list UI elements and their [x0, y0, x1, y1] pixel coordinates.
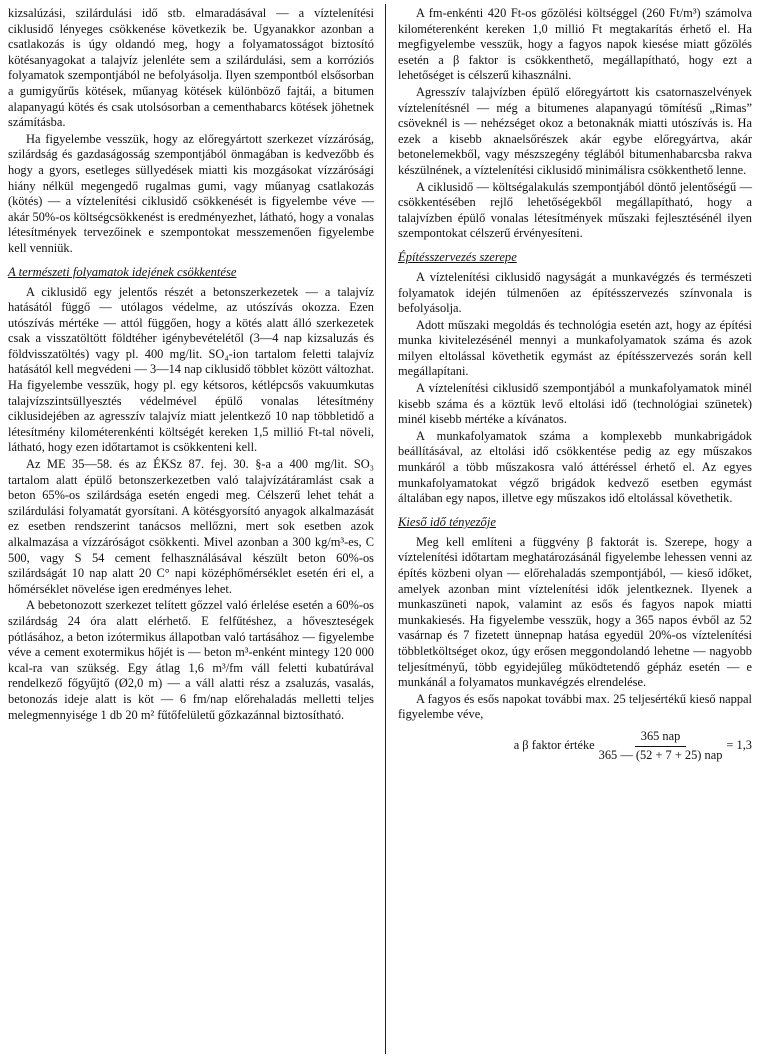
formula-numerator: 365 nap	[635, 729, 687, 747]
paragraph: A fagyos és esős napokat további max. 25 teljesértékű kieső nappal figyelembe véve,	[398, 691, 752, 722]
paragraph: A víztelenítési ciklusidő nagyságát a munkavégzés és természeti folyamatok idején túlmenően az építésszervezés színvonala is befolyásolja.	[398, 269, 752, 316]
paragraph: Agresszív talajvízben épülő előregyártott kis csatornaszelvények víztelenítésnél — még a bitumenes alapanyagú tömítésű „Rimas” csöveknél is — nehézséget okoz a betonaknák miatti utószívás is. Ha ezek a kisebb aknaelsőrészek akár egybe előregyártva, akár betonelemekből, vagy mészszegény téglából bitumenhabarcsba rakva készülnének, a víztelenítési ciklusidő minimálisra csökkenthető lenne.	[398, 84, 752, 177]
formula-fraction	[599, 729, 723, 763]
paragraph: A ciklusidő — költségalakulás szempontjából döntő jelentőségű — csökkentésében rejlő lehetőségekből megállapítható, hogy a talajvízben épülő vonalas létesítmények műszaki fejlesztésénél ilyen szempontokat célszerű érvényesíteni.	[398, 179, 752, 241]
formula-denominator: 365 — (52 + 7 + 25) nap	[598, 747, 723, 762]
left-column	[8, 6, 374, 724]
paragraph: Az ME 35—58. és az ÉKSz 87. fej. 30. §-a a 400 mg/lit. SO₃ tartalom alatt épülő betonszerkezetben való talajvízátáramlást csak a beton 65%-os szilárdsága esetén engedi meg. Célszerű lehet tehát a szilárdulási folyamatát gyorsítani. A kötésgyorsító anyagok alkalmazását ez esetben rendszerint tanácsos mellőzni, mert sok esetben azok alkalmazása a vízzáróságot csökkenti. Mivel azonban a 300 kg/m³-es, C 500, vagy S 54 cement felhasználásával készült beton 60%-os szilárdságát 10 nap alatt 20 C° napi középhőmérséklet esetén éri el, a hőmérséklet növelése igen eredményes lehet.	[8, 457, 374, 596]
paragraph: A munkafolyamatok száma a komplexebb munkabrigádok beállításával, az eltolási idő csökkentése pedig az egy műszakos munkáról a több műszakosra való áttéréssel érhető el. Az egyes munkafolyamatokat végző brigádok kedvező esetben egymást általában egy napos, illetve egy műszakos idő eltolással követhetik.	[398, 428, 752, 506]
paragraph: A víztelenítési ciklusidő szempontjából a munkafolyamatok minél kisebb száma és a köztük levő eltolási idő (technológiai szünetek) minél kisebb mértéke a kívánatos.	[398, 381, 752, 427]
section-heading: A természeti folyamatok idejének csökkentése	[8, 264, 237, 279]
formula-prefix: a β faktor értéke	[513, 738, 595, 753]
section-heading: Építésszervezés szerepe	[398, 249, 517, 264]
paragraph: A ciklusidő egy jelentős részét a betonszerkezetek — a talajvíz hatásától függő — utólagos védelme, az utószívás okozza. Ezen utószívás mértéke — attól függően, hogy a kötés alatt álló szerkezetek csak a visszatöltött földtéher igénybevételétől (3—4 nap kizsaluzás és földvisszatöltés) vagy pl. 400 mg/lit. SO₄-ion tartalom feletti talajvíz hatásától kell megvédeni — 3—14 nap ciklusidő többlet között változhat. Ha figyelembe vesszük, hogy pl. egy kétsoros, kétlépcsős vakuumkutas talajvízszintsüllyesztés védelmével épülő vonalas létesítmény ciklusidejében az agresszív talajvíz miatt jelentkező 10 nap többletidő a létesítmény kilométerenkénti költségét kereken 1,5 millió Ft-tal növeli, látható, hogy ezen időtartamot is csökkenteni kell.	[8, 284, 374, 455]
paragraph: Meg kell említeni a függvény β faktorát is. Szerepe, hogy a víztelenítési időtartam meghatározásánál figyelembe lehessen venni az építés közbeni olyan — előrehaladás szempontjából, — kieső időket, amelyek azonban mint víztelenítési idők jelentkeznek. Ilyenek a munkaszüneti napok, valamint az esős és fagyos napok miatti munkakiesés. Ha figyelembe vesszük, hogy a 365 napos évből az 52 vasárnap és 7 fizetett ünnepnap hatása egyedül 20%-os víztelenítési többletköltséget okoz, úgy erősen meggondolandó lehetne — nagyobb teljesítményű, több egyidejűleg működtetendő gépház esetén — e munkánál a folyamatos munkavégzés elrendelése.	[398, 534, 752, 690]
right-column	[398, 6, 752, 763]
column-divider	[385, 4, 386, 1054]
beta-formula	[398, 729, 752, 763]
formula-result: = 1,3	[726, 738, 752, 753]
paragraph: Ha figyelembe vesszük, hogy az előregyártott szerkezet vízzáróság, szilárdság és gazdaságosság szempontjából önmagában is kedvezőbb és hogy a gyors, esetleges süllyedések miatti kis mozgásokat vízzárósági hiány nélkül megengedő rugalmas gumi, vagy műanyag csatlakozás (kötés) — a víztelenítési ciklusidő csökkenését is figyelembe véve — akár 50%-os költségcsökkenést is eredményezhet, látható, hogy a vonalas létesítmények tervezőinek e szempontokat messzemenően figyelembe kell venniük.	[8, 131, 374, 255]
paragraph: A fm-enkénti 420 Ft-os gőzölési költséggel (260 Ft/m³) számolva kilométerenként kereken 1,0 millió Ft megtakarítás érhető el. Ha megfigyelembe vesszük, hogy a fagyos napok kiesése miatt gőzölés esetén a β faktor is csökkenthető, megállapítható, hogy ezt a lehetőséget is célszerű kihasználni.	[398, 6, 752, 83]
paragraph: kizsalúzási, szilárdulási idő stb. elmaradásával — a víztelenítési ciklusidő lényeges csökkenése következik be. Ugyanakkor azonban a csatlakozás is úgy oldandó meg, hogy a folyamatosságot biztosító kötésanyagokat a talajvíz jelenléte sem a szilárdulási, sem a korróziós folyamatok szempontjából ne befolyásolja. Ilyen szempontból elsősorban a gumigyűrűs kötések, műanyag kötések különböző fajtái, a bitumen alapanyagú kötés és csak utolsósorban a cementhabarcs kötések jöhetnek számításba.	[8, 6, 374, 130]
section-heading: Kieső idő tényezője	[398, 514, 496, 529]
paragraph: Adott műszaki megoldás és technológia esetén azt, hogy az építési munka kivitelezésénél mennyi a munkafolyamatok száma és azok milyen eltolással követhetik egymást az építésszervezés során kell megállapítani.	[398, 317, 752, 379]
paragraph: A bebetonozott szerkezet telített gőzzel való érlelése esetén a 60%-os szilárdság 24 óra alatt elérhető. E felfűtéshez, a hőveszteségek pótlásához, a beton izótermikus állapotban való tartásához — figyelembe véve a cement exotermikus hőjét is — beton m³-enként mintegy 120 000 kcal-ra van szükség. Egy átlag 1,6 m³/fm váll feletti kubatúrával rendelkező főgyűjtő (Ø2,0 m) — a váll alatti rész a zsaluzás, vasalás, betonozás ideje alatt is köt — 6 fm/nap előrehaladás melletti teljes melegmennyisége 1 db 20 m² fűtőfelületű gőzkazánnal biztosítható.	[8, 598, 374, 722]
